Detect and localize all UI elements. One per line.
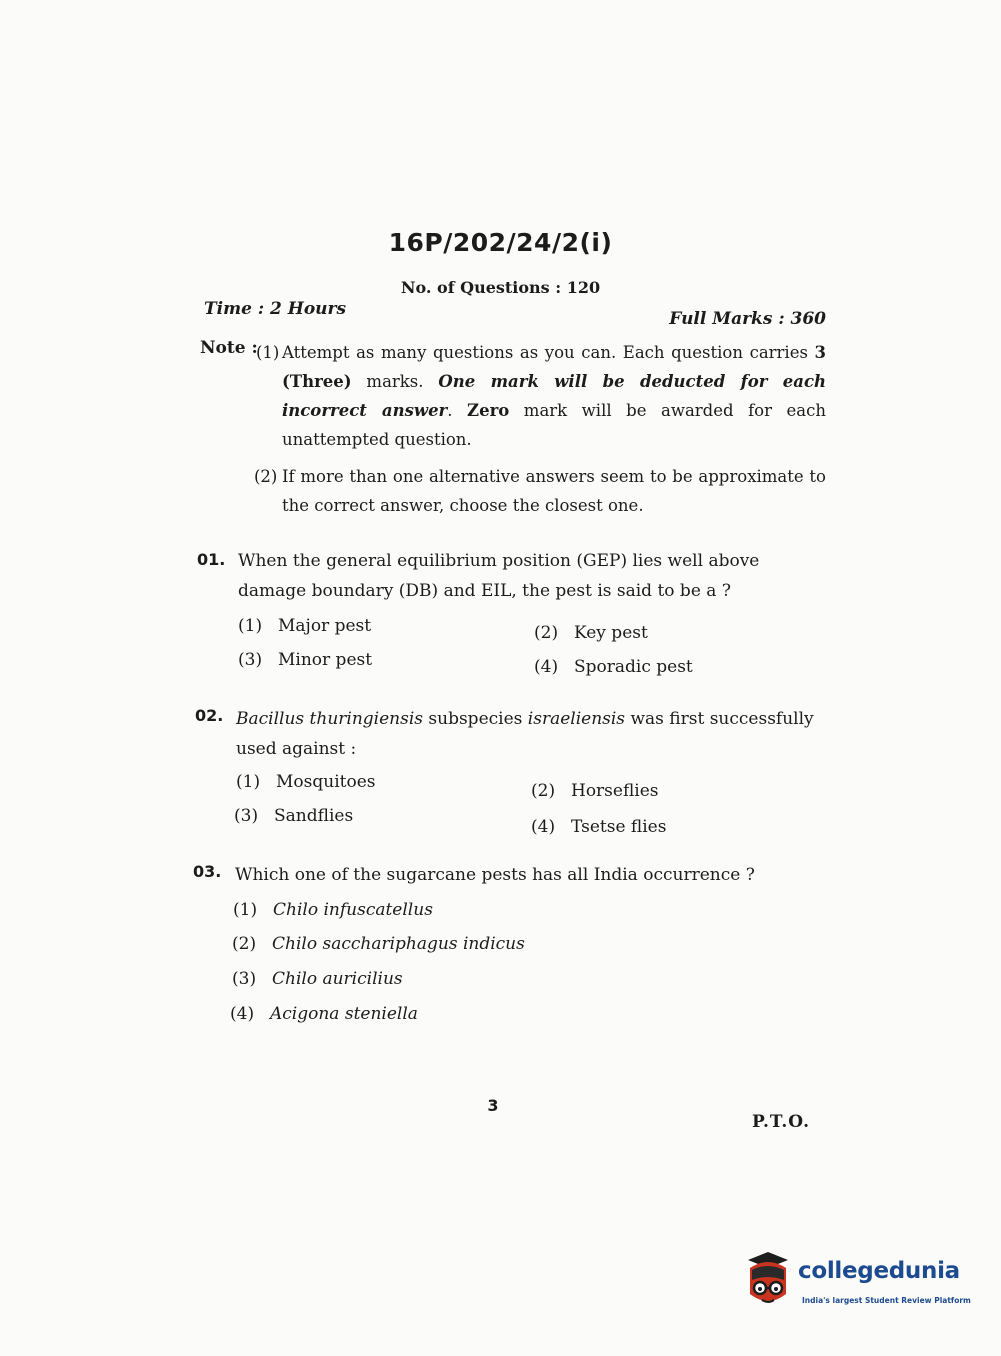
brand-name: collegedunia [798, 1258, 960, 1284]
option: (4) Acigona steniella [230, 1004, 418, 1024]
full-marks: Full Marks : 360 [669, 309, 826, 329]
note-1-text: Attempt as many questions as you can. Each question carries 3 (Three) marks. One mark will be deducted for each incorrect answer. Zero mark will be awarded for each unattempted question. [282, 343, 826, 449]
question-number: 02. [195, 706, 224, 725]
option: (3) Sandflies [234, 806, 354, 826]
option: (1) Mosquitoes [236, 772, 376, 792]
option: (3) Minor pest [238, 650, 373, 670]
question-number: 03. [193, 862, 222, 881]
question-text: Bacillus thuringiensis subspecies israeliensis was first successfully used against : [236, 709, 814, 759]
note-2 [254, 462, 826, 520]
paper-code: 16P/202/24/2(i) [388, 228, 613, 257]
number-of-questions: No. of Questions : 120 [400, 278, 601, 297]
question-text: When the general equilibrium position (GEP) lies well above damage boundary (DB) and EIL, the pest is said to be a ? [238, 551, 760, 601]
note-2-text: If more than one alternative answers seem to be approximate to the correct answer, choose the closest one. [282, 467, 826, 515]
page-number: 3 [487, 1096, 499, 1115]
note-label: Note : [200, 338, 258, 358]
option: (2) Chilo sacchariphagus indicus [232, 934, 525, 954]
option: (1) Major pest [238, 616, 372, 636]
collegedunia-logo [742, 1250, 972, 1316]
option: (2) Horseflies [531, 781, 659, 801]
option: (2) Key pest [534, 623, 648, 643]
mascot-icon [742, 1250, 798, 1316]
note-1-number: (1) [256, 343, 280, 362]
note-2-number: (2) [254, 467, 278, 486]
option: (4) Tsetse flies [531, 817, 667, 837]
question-text: Which one of the sugarcane pests has all India occurrence ? [235, 865, 755, 885]
brand-tagline: India's largest Student Review Platform [802, 1296, 971, 1305]
option: (4) Sporadic pest [534, 657, 693, 677]
note-1 [256, 338, 826, 454]
option: (3) Chilo auricilius [232, 969, 403, 989]
time-allowed: Time : 2 Hours [204, 299, 347, 319]
question-number: 01. [197, 550, 226, 569]
please-turn-over: P.T.O. [752, 1112, 810, 1132]
option: (1) Chilo infuscatellus [233, 900, 433, 920]
